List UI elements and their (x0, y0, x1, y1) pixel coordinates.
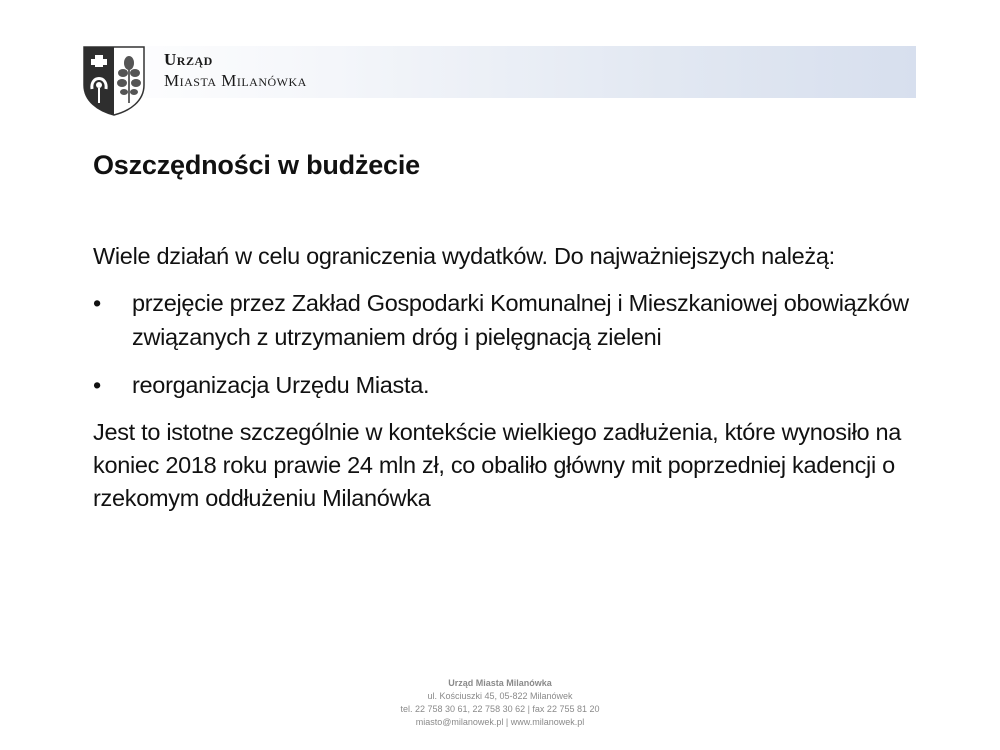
closing-paragraph: Jest to istotne szczególnie w kontekście wielkiego zadłużenia, które wynosiło na koniec 2018 roku prawie 24 mln zł, co obaliło główny mit poprzedniej kadencji o rzekomym oddłużeniu Milanówka (93, 419, 902, 511)
bullet-item (93, 286, 923, 354)
bullet-list (93, 286, 923, 402)
footer-phones: tel. 22 758 30 61, 22 758 30 62 | fax 22 755 81 20 (400, 704, 600, 714)
organization-name (164, 50, 307, 92)
organization-name-line2: Miasta Milanówka (164, 71, 307, 90)
footer-address: ul. Kościuszki 45, 05-822 Milanówek (427, 691, 573, 701)
footer-org-name: Urząd Miasta Milanówka (448, 678, 552, 688)
bullet-text: reorganizacja Urzędu Miasta. (132, 372, 430, 398)
footer-contact: miasto@milanowek.pl | www.milanowek.pl (415, 717, 585, 727)
bullet-marker: • (93, 372, 101, 398)
intro-paragraph: Wiele działań w celu ograniczenia wydatków. Do najważniejszych należą: (93, 243, 835, 269)
coat-of-arms-icon (82, 45, 146, 117)
bullet-text: przejęcie przez Zakład Gospodarki Komunalnej i Mieszkaniowej obowiązków związanych z utrzymaniem dróg i pielęgnacją zieleni (132, 290, 909, 350)
bullet-marker: • (93, 290, 101, 316)
slide-title: Oszczędności w budżecie (93, 150, 420, 180)
slide-body (93, 240, 923, 515)
bullet-item (93, 368, 923, 402)
footer (0, 677, 1000, 729)
organization-name-line1: Urząd (164, 50, 213, 69)
